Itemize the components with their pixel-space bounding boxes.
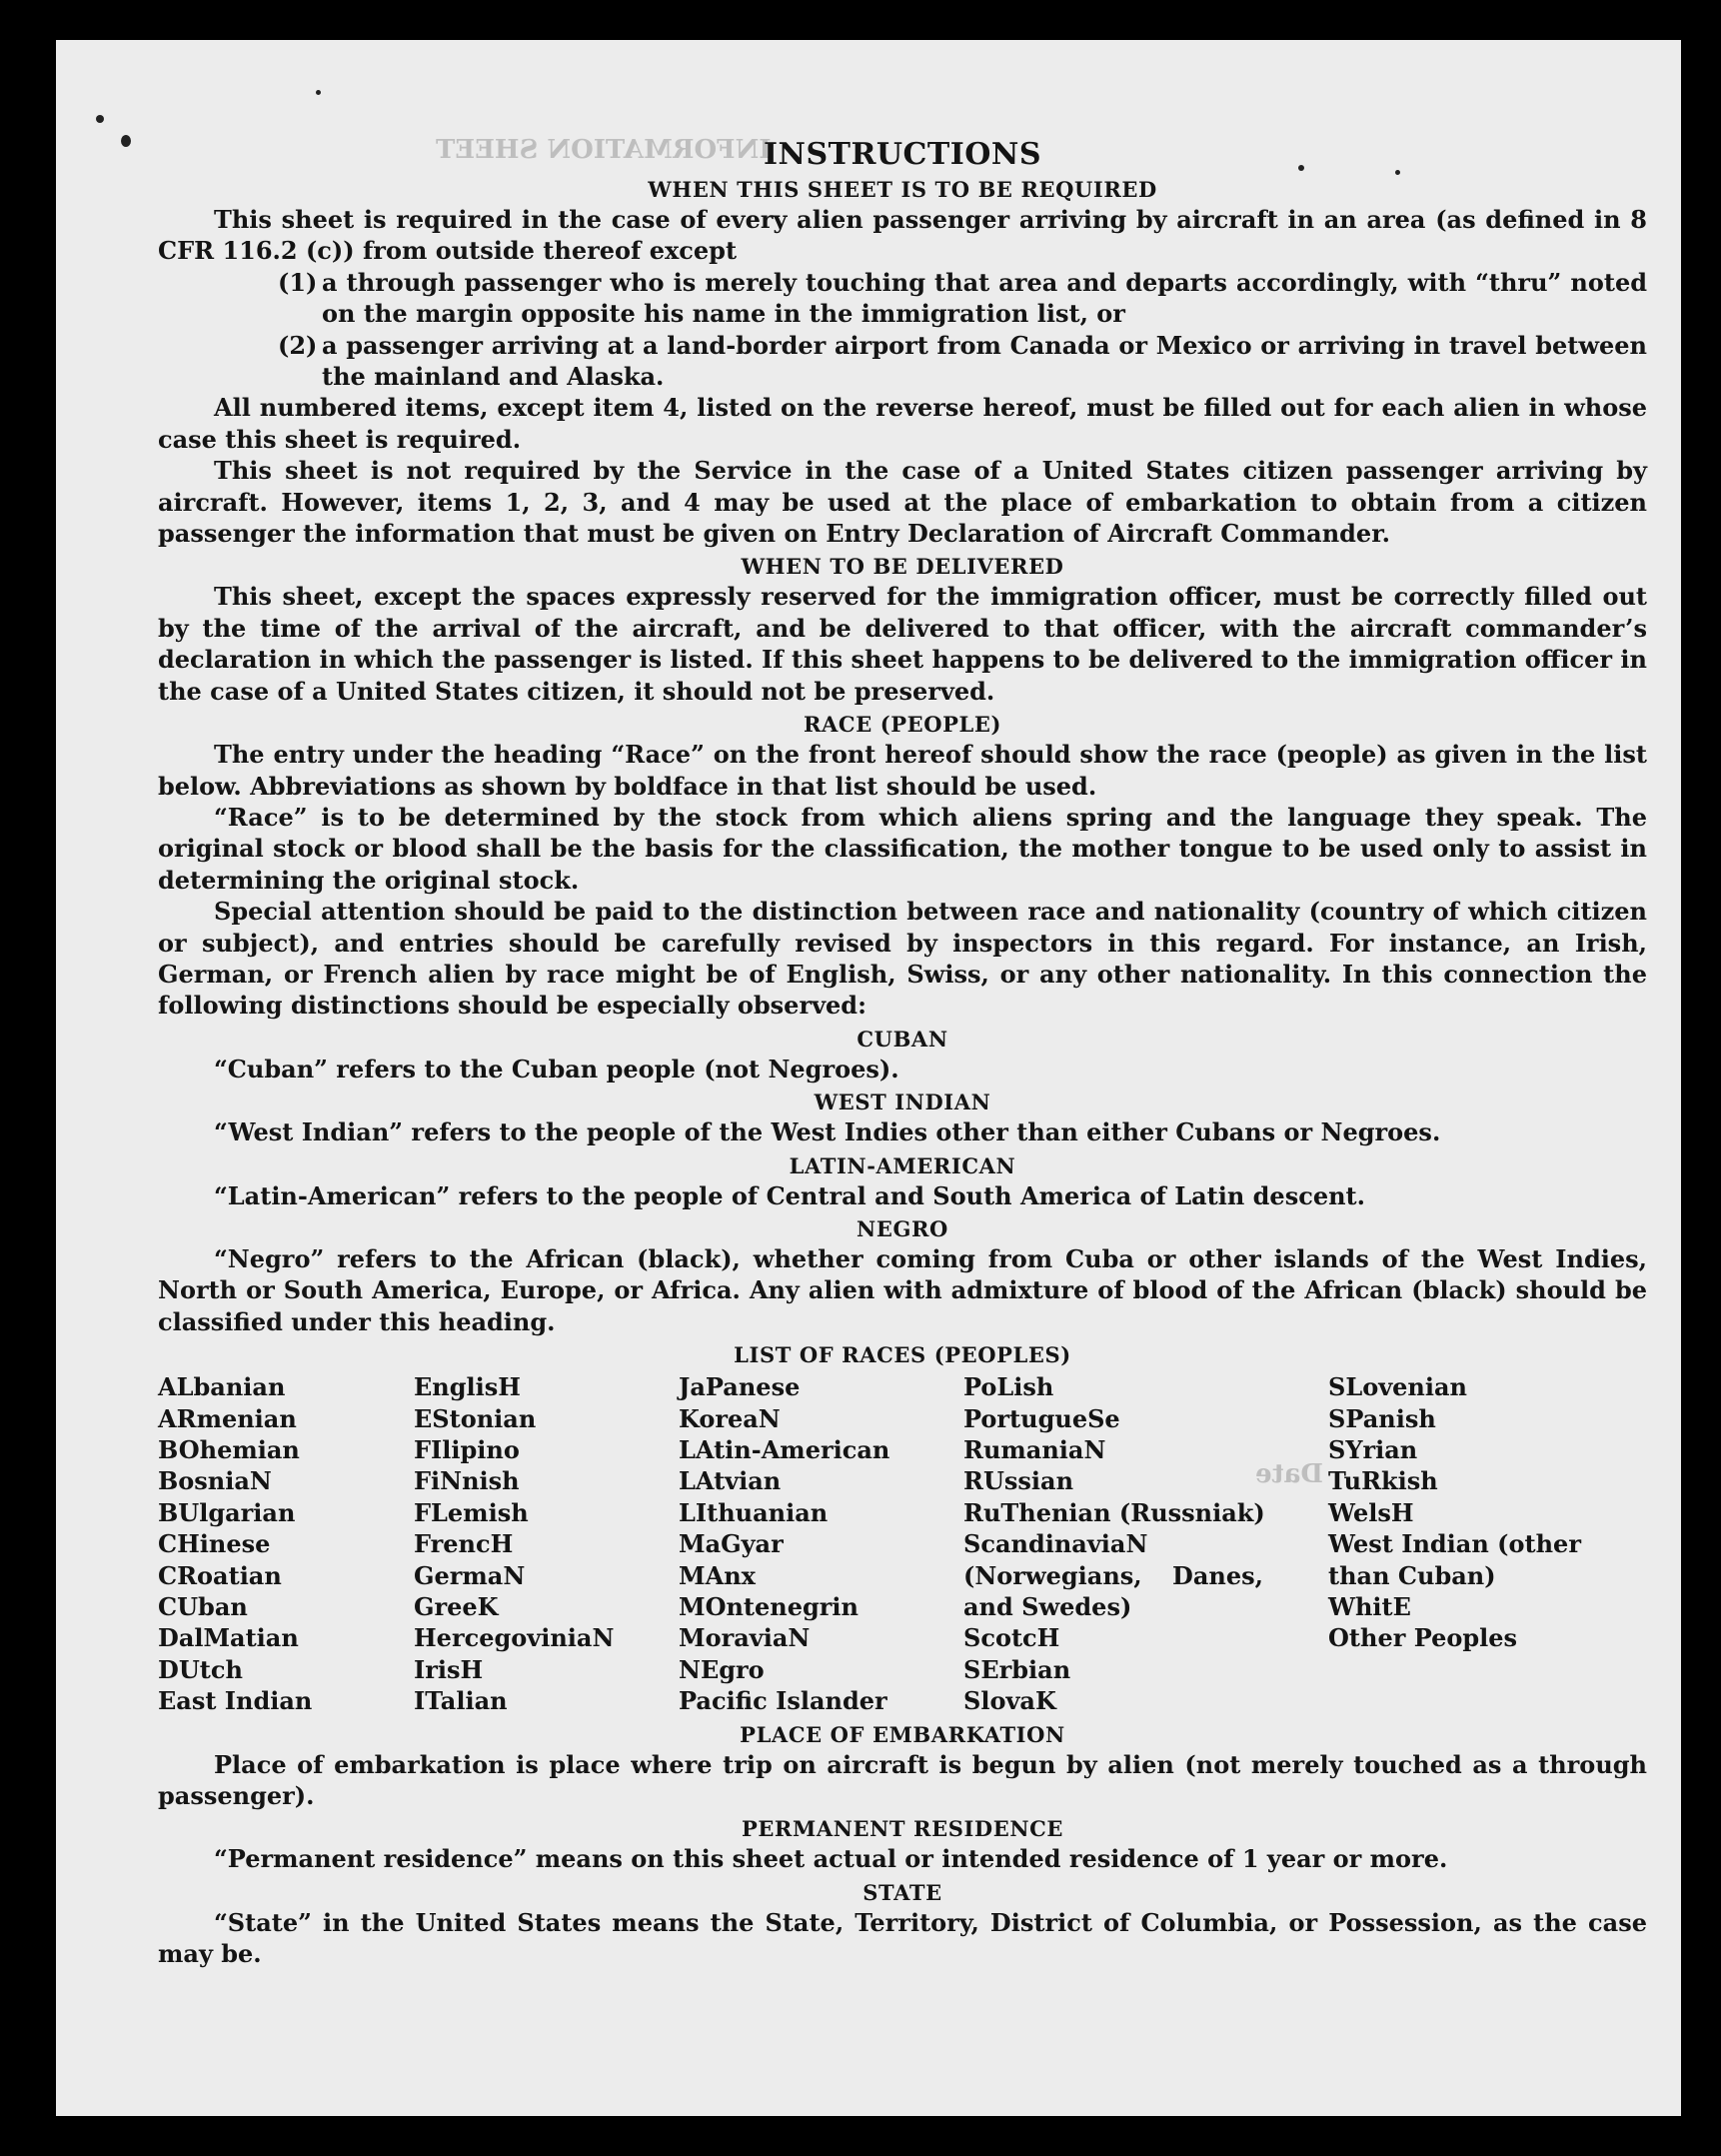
race-entry: EStonian (414, 1403, 537, 1433)
exception-item-2 (158, 330, 1647, 393)
race-column-5 (1328, 1371, 1608, 1716)
heading-negro: NEGRO (857, 1215, 948, 1241)
race-entry: CHinese (158, 1529, 271, 1559)
race-entry: ScotcH (963, 1623, 1060, 1653)
race-column-3 (679, 1371, 963, 1716)
ink-speck (96, 115, 104, 123)
race-entry: SPanish (1328, 1403, 1436, 1433)
race-entry: EnglisH (414, 1372, 521, 1402)
instructions-content (158, 138, 1647, 1970)
race-entry: MaGyar (679, 1529, 784, 1559)
paragraph: This sheet, except the spaces expressly reserved for the immigration officer, must be correctly filled out by the time of the arrival of the aircraft, and be delivered to that officer, with the aircraft commander’s declaration in which the passenger is listed. If this sheet happens to be delivered to the immigration officer in the case of a United States citizen, it should not be preserved. (158, 582, 1647, 706)
race-entry: MOntenegrin (679, 1592, 859, 1622)
race-entry: LIthuanian (679, 1497, 829, 1527)
race-entry: FrencH (414, 1529, 514, 1559)
item-number: (2) (278, 330, 318, 360)
page-title: INSTRUCTIONS (764, 137, 1041, 172)
race-entry: DUtch (158, 1654, 243, 1684)
paragraph: “Latin-American” refers to the people of Central and South America of Latin descent. (214, 1180, 1365, 1210)
paragraph: Special attention should be paid to the distinction between race and nationality (country of which citizen or subject), and entries should be carefully revised by inspectors in this regard. For instance, an Irish, German, or French alien by race might be of English, Swiss, or any other nationality. In this connection the following distinctions should be especially observed: (158, 897, 1647, 1021)
paragraph: “Cuban” refers to the Cuban people (not Negroes). (214, 1054, 899, 1083)
heading-when-delivered: WHEN TO BE DELIVERED (741, 554, 1064, 580)
paragraph: “West Indian” refers to the people of the West Indies other than either Cubans or Negroes. (214, 1117, 1441, 1147)
race-entry: RuThenian (Russniak) (963, 1497, 1265, 1527)
race-entry: West Indian (other than Cuban) (1328, 1529, 1581, 1590)
heading-race: RACE (PEOPLE) (803, 712, 1002, 738)
race-entry: ScandinaviaN (Norwegians, Danes, and Swedes) (963, 1529, 1263, 1622)
heading-latin-american: LATIN-AMERICAN (789, 1152, 1016, 1178)
race-entry: FiNnish (414, 1466, 520, 1496)
race-entry: TuRkish (1328, 1466, 1438, 1496)
race-entry: LAtvian (679, 1466, 782, 1496)
race-entry: WhitE (1328, 1592, 1411, 1622)
bleed-through-text: Date (1255, 1459, 1323, 1489)
race-entry: PoLish (963, 1372, 1054, 1402)
race-entry: MoraviaN (679, 1623, 811, 1653)
race-entry: FLemish (414, 1497, 529, 1527)
race-entry: JaPanese (679, 1372, 801, 1402)
race-entry: East Indian (158, 1686, 313, 1716)
heading-list-of-races: LIST OF RACES (PEOPLES) (734, 1342, 1071, 1368)
race-entry: RumaniaN (963, 1435, 1106, 1464)
race-column-2 (414, 1371, 679, 1716)
heading-state: STATE (862, 1879, 942, 1905)
race-entry: SYrian (1328, 1435, 1418, 1464)
document-page (56, 40, 1681, 2116)
paragraph: All numbered items, except item 4, listed on the reverse hereof, must be filled out for each alien in whose case this sheet is required. (158, 393, 1647, 454)
race-entry: CRoatian (158, 1560, 282, 1590)
race-entry: HercegoviniaN (414, 1623, 615, 1653)
item-text: a passenger arriving at a land-border airport from Canada or Mexico or arriving in travel between the mainland and Alaska. (322, 330, 1647, 392)
race-entry: SLovenian (1328, 1372, 1467, 1402)
paragraph: “Race” is to be determined by the stock from which aliens spring and the language they speak. The original stock or blood shall be the basis for the classification, the mother tongue to be used only to assist in determining the original stock. (158, 802, 1647, 895)
race-entry: PortugueSe (963, 1403, 1120, 1433)
race-entry: CUban (158, 1592, 248, 1622)
race-column-4 (963, 1371, 1328, 1716)
paragraph: “State” in the United States means the State, Territory, District of Columbia, or Possession, as the case may be. (158, 1907, 1647, 1969)
race-entry: WelsH (1328, 1497, 1414, 1527)
race-entry: SlovaK (963, 1686, 1056, 1716)
race-entry: NEgro (679, 1654, 765, 1684)
heading-west-indian: WEST INDIAN (814, 1089, 991, 1115)
race-entry: IrisH (414, 1654, 484, 1684)
race-entry: Other Peoples (1328, 1623, 1518, 1653)
race-entry: GermaN (414, 1560, 526, 1590)
race-entry: RUssian (963, 1466, 1074, 1496)
race-entry: FIlipino (414, 1435, 520, 1464)
race-column-1 (158, 1371, 414, 1716)
heading-place-of-embarkation: PLACE OF EMBARKATION (740, 1721, 1065, 1747)
race-entry: LAtin-American (679, 1435, 890, 1464)
paragraph: “Negro” refers to the African (black), whether coming from Cuba or other islands of the West Indies, North or South America, Europe, or Africa. Any alien with admixture of blood of the African (black) should be classified under this heading. (158, 1243, 1647, 1336)
exception-item-1 (158, 267, 1647, 330)
race-entry: ITalian (414, 1686, 508, 1716)
ink-speck (121, 135, 131, 147)
race-entry: ALbanian (158, 1372, 286, 1402)
race-entry: SErbian (963, 1654, 1071, 1684)
paragraph: The entry under the heading “Race” on the front hereof should show the race (people) as given in the list below. Abbreviations as shown by boldface in that list should be used. (158, 740, 1647, 801)
race-entry: BUlgarian (158, 1497, 296, 1527)
race-entry: DalMatian (158, 1623, 299, 1653)
race-entry: BosniaN (158, 1466, 272, 1496)
paragraph: “Permanent residence” means on this sheet actual or intended residence of 1 year or more. (214, 1844, 1448, 1874)
heading-when-required: WHEN THIS SHEET IS TO BE REQUIRED (648, 177, 1157, 202)
race-entry: KoreaN (679, 1403, 781, 1433)
paragraph: This sheet is required in the case of every alien passenger arriving by aircraft in an area (as defined in 8 CFR 116.2 (c)) from outside thereof except (158, 205, 1647, 266)
paragraph: Place of embarkation is place where trip on aircraft is begun by alien (not merely touched as a through passenger). (158, 1749, 1647, 1811)
heading-permanent-residence: PERMANENT RESIDENCE (741, 1816, 1064, 1842)
heading-cuban: CUBAN (857, 1026, 948, 1052)
bleed-through-text: INFORMATION SHEET (436, 135, 772, 165)
race-entry: MAnx (679, 1560, 756, 1590)
item-text: a through passenger who is merely touching that area and departs accordingly, with “thru” noted on the margin opposite his name in the immigration list, or (322, 267, 1647, 329)
race-entry: Pacific Islander (679, 1686, 887, 1716)
race-list (158, 1371, 1647, 1716)
race-entry: ARmenian (158, 1403, 297, 1433)
race-entry: BOhemian (158, 1435, 300, 1464)
race-entry: GreeK (414, 1592, 499, 1622)
paragraph: This sheet is not required by the Service in the case of a United States citizen passenger arriving by aircraft. However, items 1, 2, 3, and 4 may be used at the place of embarkation to obtain from a citizen passenger the information that must be given on Entry Declaration of Aircraft Commander. (158, 456, 1647, 549)
item-number: (1) (278, 267, 318, 297)
ink-speck (316, 90, 321, 95)
